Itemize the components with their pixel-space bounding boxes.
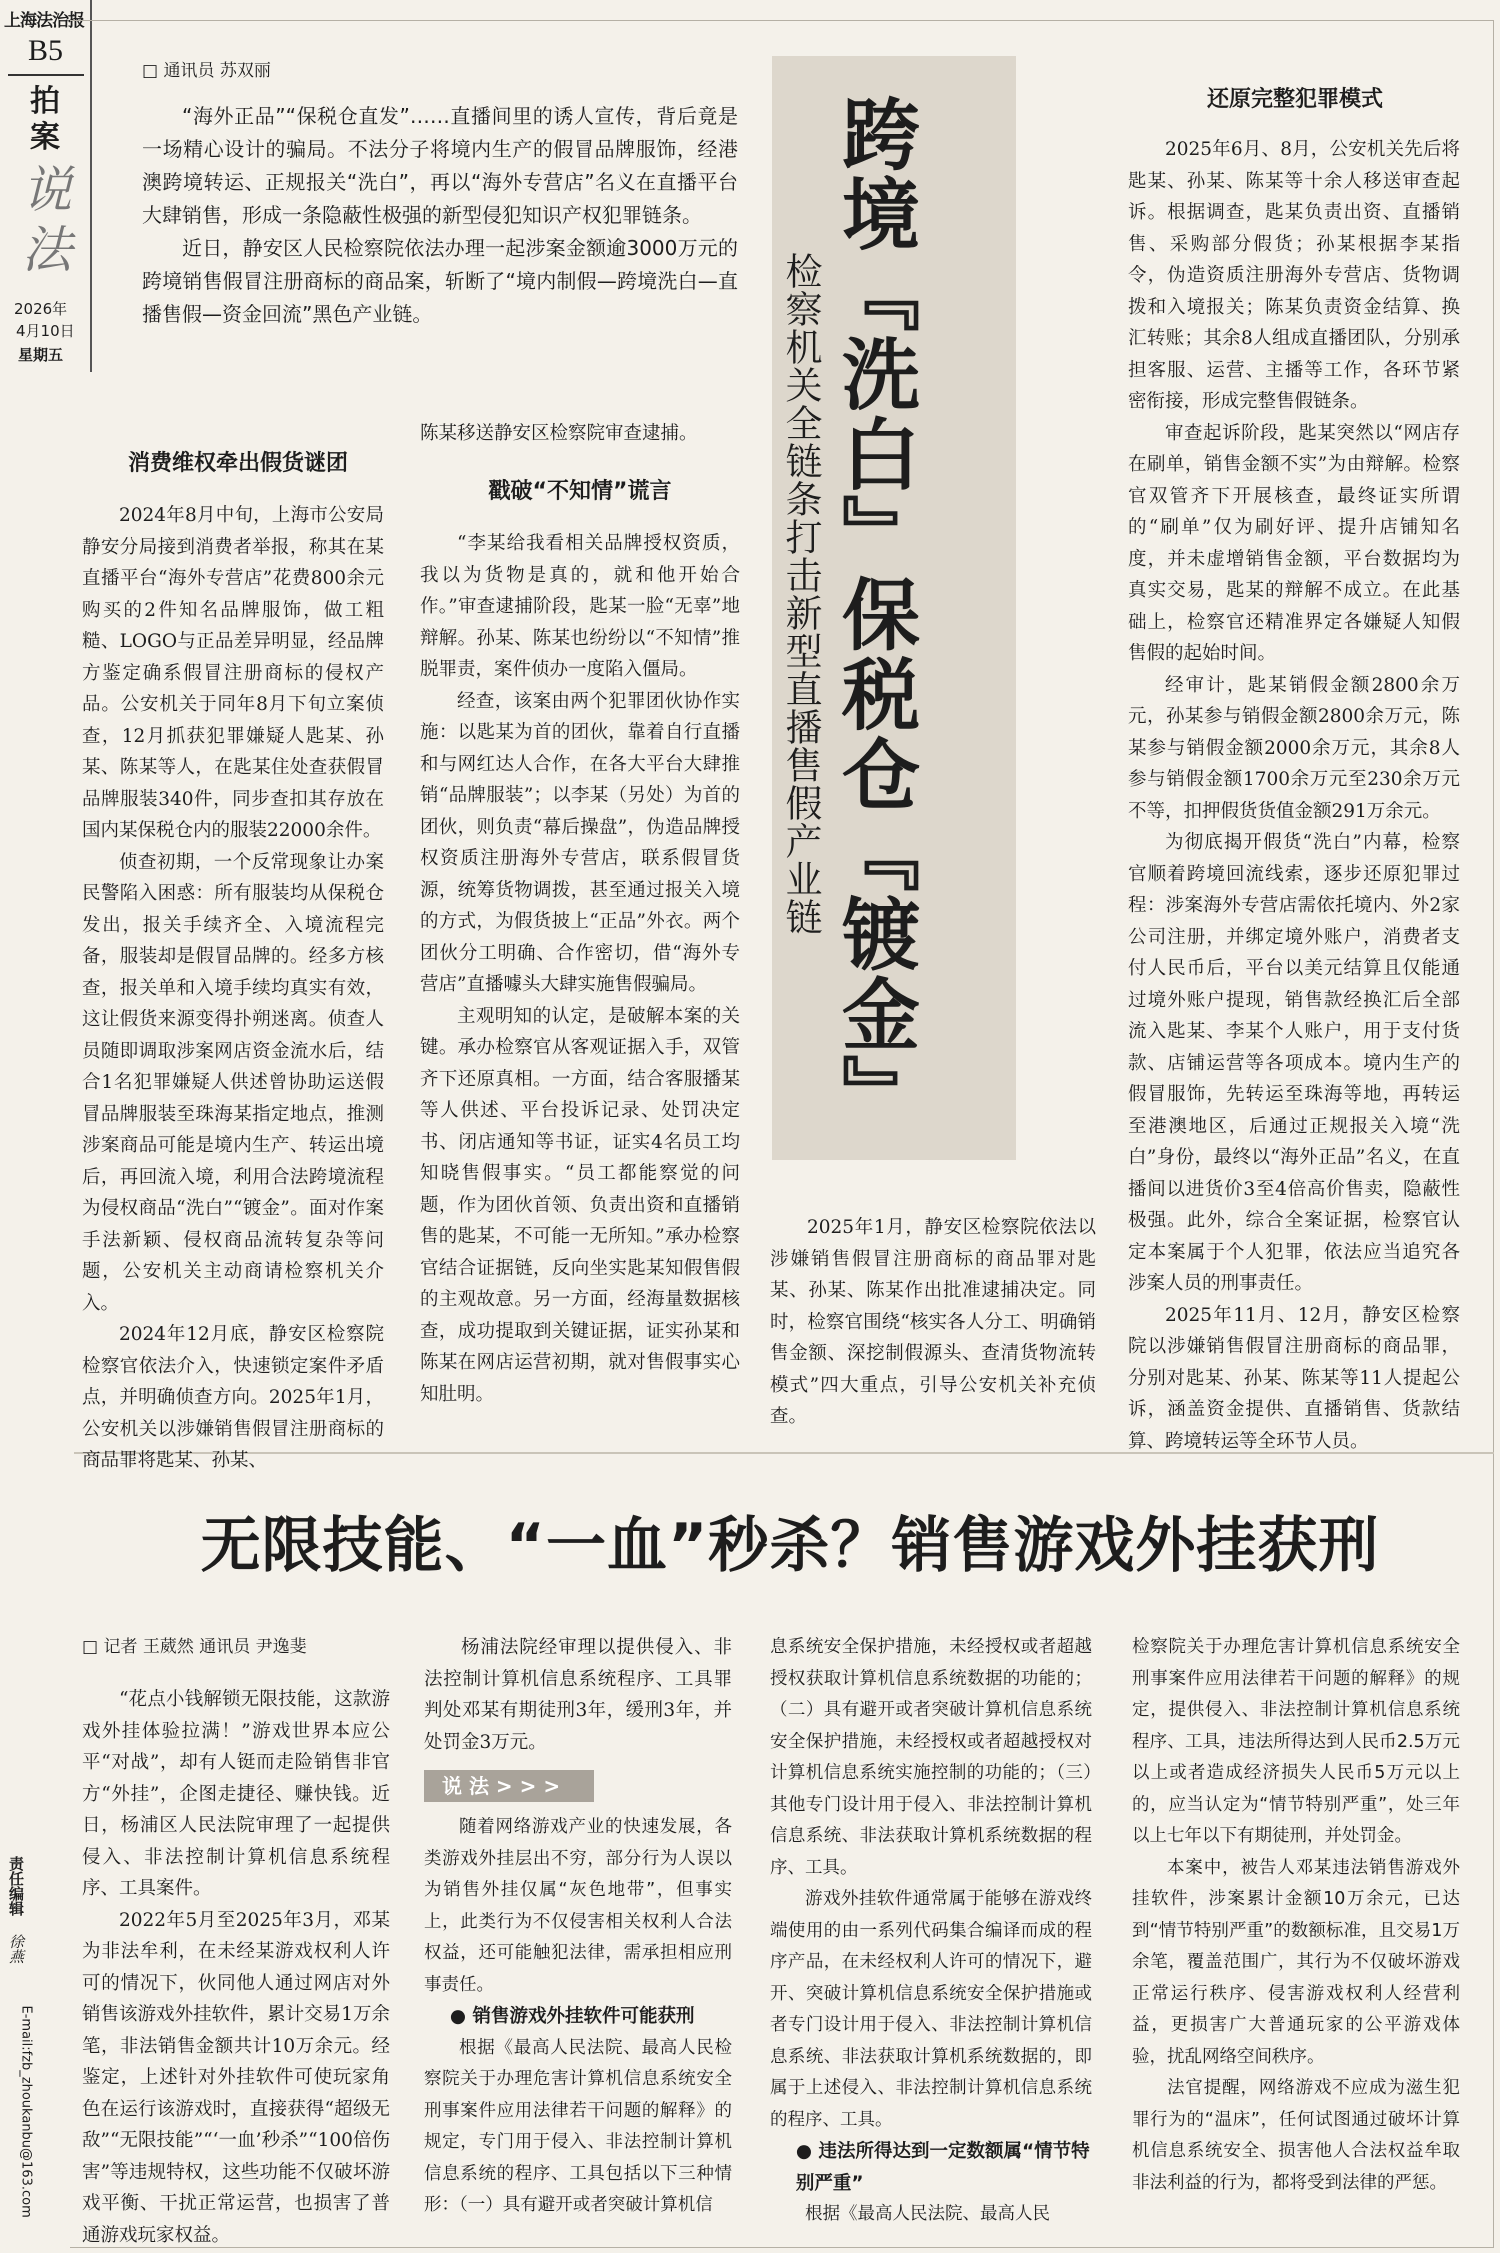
heading-consumer: 消费维权牵出假货谜团 xyxy=(127,451,348,476)
story1-col2: “李某给我看相关品牌授权资质，我以为货物是真的，就和他开始合作。”审查逮捕阶段，匙某一脸“无辜”地辩解。孙某、陈某也纷纷以“不知情”推脱罪责，案件侦办一度陷入僵局。 经查，该案由两个犯罪团伙协作实施：以匙某为首的团伙，靠着自行直播和与网红达人合作，在各大平台大肆推销“品牌服装”；以李某（另处）为首的团伙，则负责“幕后操盘”，伪造品牌授权资质注册海外专营店，联系假冒货源，统筹货物调拨，甚至通过报关入境的方式，为假货披上“正品”外衣。两个团伙分工明确、合作密切，借“海外专营店”直播噱头大肆实施售假骗局。 主观明知的认定，是破解本案的关键。承办检察官从客观证据入手，双管齐下还原真相。一方面，结合客服播某等人供述、平台投诉记录、处罚决定书、闭店通知等书证，证实4名员工均知晓售假事实。“员工都能察觉的问题，作为团伙首领、负责出资和直播销售的匙某，不可能一无所知。”承办检察官结合证据链，反向坐实匙某知假售假的主观故意。另一方面，经海量数据核查，成功提取到关键证据，证实孙某和陈某在网店运营初期，就对售假事实心知肚明。 xyxy=(420,533,740,1405)
story2-byline: □ 记者 王葳然 通讯员 尹逸斐 xyxy=(82,1637,307,1657)
story1-col2-head: 陈某移送静安区检察院审查逮捕。 xyxy=(420,423,698,444)
story1-byline: □ 通讯员 苏双丽 xyxy=(142,61,271,81)
story2-title: 无限技能、“一血”秒杀？销售游戏外挂获刑 xyxy=(200,1511,1380,1581)
story2-col4: 检察院关于办理危害计算机信息系统安全刑事案件应用法律若干问题的解释》的规定，提供侵入、非法控制计算机信息系统程序、工具，违法所得达到人民币2.5万元以上或者造成经济损失人民币5万元以上的，应当认定为“情节特别严重”，处三年以上七年以下有期徒刑，并处罚金。 本案中，被告人邓某违法销售游戏外挂软件，涉案累计金额10万余元，已达到“情节特别严重”的数额标准，且交易1万余笔，覆盖范围广，其行为不仅破坏游戏正常运行秩序、侵害游戏权利人经营利益，更损害广大普通玩家的公平游戏体验，扰乱网络空间秩序。 法官提醒，网络游戏不应成为滋生犯罪行为的“温床”，任何试图通过破坏计算机信息系统安全、损害他人合法权益牟取非法利益的行为，都将受到法律的严惩。 xyxy=(1132,1637,1460,2193)
story2-col3: 息系统安全保护措施，未经授权或者超越授权获取计算机信息系统数据的功能的；（二）具有避开或者突破计算机信息系统安全保护措施，未经授权或者超越授权对计算机信息系统实施控制的功能的；（三）其他专门设计用于侵入、非法控制计算机信息系统、非法获取计算机系统数据的程序、工具。 游戏外挂软件通常属于能够在游戏终端使用的由一系列代码集合编译而成的程序产品，在未经权利人许可的情况下，避开、突破计算机信息系统安全保护措施或者专门设计用于侵入、非法控制计算机信息系统、非法获取计算机系统数据的，即属于上述侵入、非法控制计算机信息系统的程序、工具。 ● 违法所得达到一定数额属“情节特别严重” 根据《最高人民法院、最高人民 xyxy=(770,1637,1092,2224)
story1-subtitle: 检察机关全链条打击新型直播售假产业链 xyxy=(779,252,822,936)
bullet-heading-2: ● 违法所得达到一定数额属“情节特别严重” xyxy=(795,2141,1090,2194)
section-name: 拍 案 xyxy=(30,84,60,155)
issue-weekday: 星期五 xyxy=(18,346,64,364)
shuofa-label: 说 法 > > > xyxy=(424,1770,594,1802)
masthead xyxy=(0,0,92,372)
story1-col3: 2025年1月，静安区检察院依法以涉嫌销售假冒注册商标的商品罪对匙某、孙某、陈某作出批准逮捕决定。同时，检察官围绕“核实各人分工、明确销售金额、深挖制假源头、查清货物流转模式”四大重点，引导公安机关补充侦查。 xyxy=(770,1217,1096,1427)
story1-lead: “海外正品”“保税仓直发”……直播间里的诱人宣传，背后竟是一场精心设计的骗局。不法分子将境内生产的假冒品牌服饰，经港澳跨境转运、正规报关“洗白”，再以“海外专营店”名义在直播平台大肆销售，形成一条隐蔽性极强的新型侵犯知识产权犯罪链条。 近日，静安区人民检察院依法办理一起涉案金额逾3000万元的跨境销售假冒注册商标的商品案，斩断了“境内制假—跨境洗白—直播售假—资金回流”黑色产业链。 xyxy=(142,104,738,326)
editor-label: 责任编辑 徐燕 xyxy=(7,1856,25,1964)
heading-ignorance: 戳破“不知情”谎言 xyxy=(488,479,672,504)
page-number: B5 xyxy=(28,34,64,67)
bullet-heading-1: ● 销售游戏外挂软件可能获刑 xyxy=(449,2006,695,2027)
story2-col1: “花点小钱解锁无限技能，这款游戏外挂体验拉满！”游戏世界本应公平“对战”，却有人铤而走险销售非官方“外挂”，企图走捷径、赚快钱。近日，杨浦区人民法院审理了一起提供侵入、非法控制计算机信息系统程序、工具案件。 2022年5月至2025年3月，邓某为非法牟利，在未经某游戏权利人许可的情况下，伙同他人通过网店对外销售该游戏外挂软件，累计交易1万余笔，非法销售金额共计10万余元。经鉴定，上述针对外挂软件可使玩家角色在运行该游戏时，直接获得“超级无敌”“无限技能”“‘一血’秒杀”“100倍伤害”等违规特权，这些功能不仅破坏游戏平衡、干扰正常运营，也损害了普通游戏玩家权益。 xyxy=(82,1689,390,2246)
issue-date: 4月10日 xyxy=(16,322,75,340)
story1-title: 跨境『洗白』保税仓『镀金』 xyxy=(829,94,919,1134)
story1-title-box xyxy=(772,56,1016,1160)
issue-year: 2026年 xyxy=(14,300,68,318)
heading-restore: 还原完整犯罪模式 xyxy=(1206,87,1383,112)
story1-col4: 2025年6月、8月，公安机关先后将匙某、孙某、陈某等十余人移送审查起诉。根据调查，匙某负责出资、直播销售、采购部分假货；孙某根据李某指令，伪造资质注册海外专营店、货物调拨和入境报关；陈某负责资金结算、换汇转账；其余8人组成直播团队，分别承担客服、运营、主播等工作，各环节紧密衔接，形成完整售假链条。 审查起诉阶段，匙某突然以“网店存在刷单，销售金额不实”为由辩解。检察官双管齐下开展核查，最终证实所谓的“刷单”仅为刷好评、提升店铺知名度，并未虚增销售金额，平台数据均为真实交易，匙某的辩解不成立。在此基础上，检察官还精准界定各嫌疑人知假售假的起始时间。 经审计，匙某销假金额2800余万元，孙某参与销假金额2800余万元，陈某参与销假金额2000余万元，其余8人参与销假金额1700余万元至230余万元不等，扣押假货货值金额291万余元。 为彻底揭开假货“洗白”内幕，检察官顺着跨境回流线索，逐步还原犯罪过程：涉案海外专营店需依托境内、外2家公司注册，并绑定境外账户，消费者支付人民币后，平台以美元结算且仅能通过境外账户提现，销售款经换汇后全部流入匙某、李某个人账户，用于支付货款、店铺运营等各项成本。境内生产的假冒服饰，先转运至珠海等地，再转运至港澳地区，后通过正规报关入境“洗白”身份，最终以“海外正品”名义，在直播间以进货价3至4倍高价售卖，隐蔽性极强。此外，综合全案证据，检察官认定本案属于个人犯罪，依法应当追究各涉案人员的刑事责任。 2025年11月、12月，静安区检察院以涉嫌销售假冒注册商标的商品罪，分别对匙某、孙某、陈某等11人提起公诉，涵盖资金提供、直播销售、货款结算、跨境转运等全环节人员。 xyxy=(1128,139,1460,1452)
newspaper-logo: 上海法治报 xyxy=(4,11,84,31)
story1-col1: 2024年8月中旬，上海市公安局静安分局接到消费者举报，称其在某直播平台“海外专营店”花费800余元购买的2件知名品牌服饰，做工粗糙、LOGO与正品差异明显，经品牌方鉴定确系假冒注册商标的侵权产品。公安机关于同年8月下旬立案侦查，12月抓获犯罪嫌疑人匙某、孙某、陈某等人，在匙某住处查获假冒品牌服装340件，同步查扣其存放在国内某保税仓内的服装22000余件。 侦查初期，一个反常现象让办案民警陷入困惑：所有服装均从保税仓发出，报关手续齐全、入境流程完备，服装却是假冒品牌的。经多方核查，报关单和入境手续均真实有效，这让假货来源变得扑朔迷离。侦查人员随即调取涉案网店资金流水后，结合1名犯罪嫌疑人供述曾协助运送假冒品牌服装至珠海某指定地点，推测涉案商品可能是境内生产、转运出境后，再回流入境，利用合法跨境流程为侵权商品“洗白”“镀金”。面对作案手法新颖、侵权商品流转复杂等问题，公安机关主动商请检察机关介入。 2024年12月底，静安区检察院检察官依法介入，快速锁定案件矛盾点，并明确侦查方向。2025年1月，公安机关以涉嫌销售假冒注册商标的商品罪将匙某、孙某、 xyxy=(82,505,384,1471)
story2-col2: 杨浦法院经审理以提供侵入、非法控制计算机信息系统程序、工具罪判处邓某有期徒刑3年，缓刑3年，并处罚金3万元。 说 法 > > > 随着网络游戏产业的快速发展，各类游戏外挂层出不穷，部分行为人误以为销售外挂仅属“灰色地带”，但事实上，此类行为不仅侵害相关权利人合法权益，还可能触犯法律，需承担相应刑事责任。 ● 销售游戏外挂软件可能获刑 根据《最高人民法院、最高人民检察院关于办理危害计算机信息系统安全刑事案件应用法律若干问题的解释》的规定，专门用于侵入、非法控制计算机信息系统的程序、工具包括以下三种情形：（一）具有避开或者突破计算机信 xyxy=(424,1637,732,2215)
editor-email: E-mail:fzb_zhoukanbu@163.com xyxy=(18,2005,34,2218)
column-name: 说 法 xyxy=(22,161,72,279)
